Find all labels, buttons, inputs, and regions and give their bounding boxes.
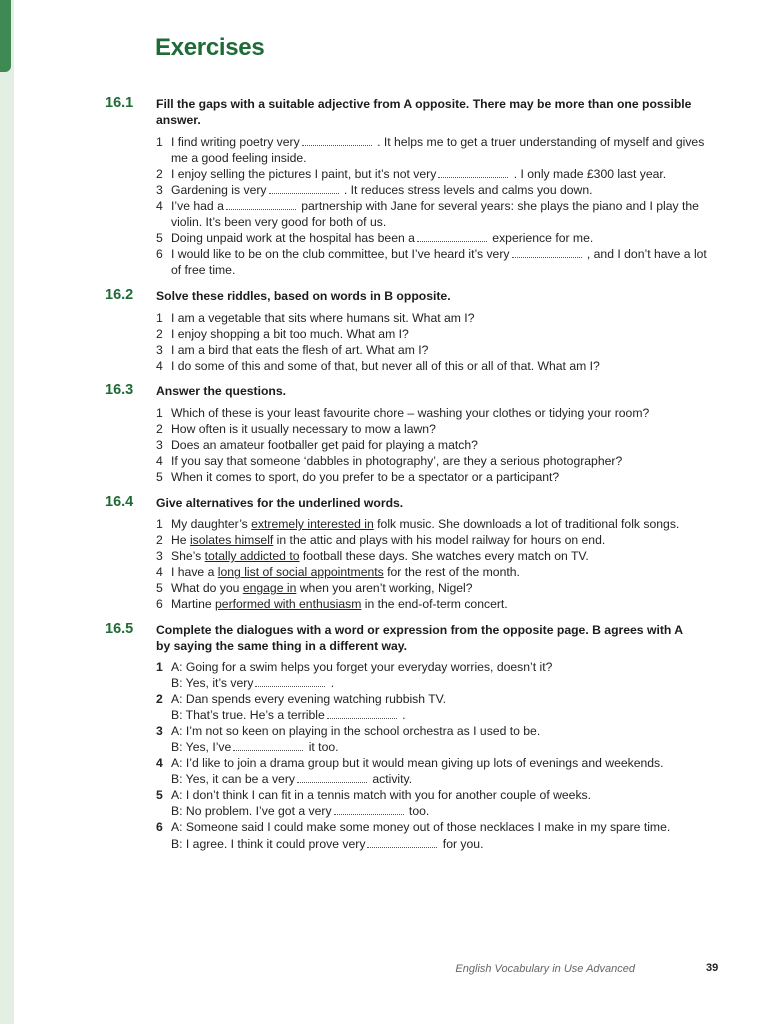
list-item: 4 I’ve had a partnership with Jane for several years: she plays the piano and I play the violin. It’s been very good for both of us. (156, 199, 699, 230)
page-title: Exercises (155, 34, 265, 61)
exercise-items (156, 659, 716, 852)
dialogue-item: 6 A: Someone said I could make some money out of those necklaces I make in my spare time. B: I agree. I think it could prove very for you. (156, 819, 716, 851)
list-item: 1 I am a vegetable that sits where humans sit. What am I? (156, 311, 475, 325)
exercise-items (156, 516, 716, 612)
answer-blank[interactable] (302, 136, 372, 146)
side-strip (0, 0, 14, 1024)
exercise-number: 16.2 (105, 287, 134, 303)
list-item: 2 How often is it usually necessary to mow a lawn? (156, 422, 436, 437)
answer-blank[interactable] (512, 248, 582, 258)
answer-blank[interactable] (367, 838, 437, 848)
list-item: 4 I have a long list of social appointments for the rest of the month. (156, 565, 520, 580)
list-item: 5 When it comes to sport, do you prefer to be a spectator or a participant? (156, 470, 560, 485)
underlined-phrase: isolates himself (189, 533, 274, 548)
dialogue-line-a: A: I’d like to join a drama group but it would mean giving up lots of evenings and weekends. (171, 756, 664, 771)
exercise-number: 16.4 (105, 494, 134, 510)
list-item: 4 If you say that someone ‘dabbles in photography’, are they a serious photographer? (156, 454, 623, 469)
exercise-number: 16.5 (105, 621, 134, 637)
book-title: English Vocabulary in Use Advanced (455, 963, 635, 975)
exercise-number: 16.3 (105, 382, 134, 398)
exercise-number: 16.1 (105, 95, 134, 111)
answer-blank[interactable] (226, 200, 296, 210)
list-item: 2 He isolates himself in the attic and plays with his model railway for hours on end. (156, 533, 606, 548)
dialogue-item: 4 A: I’d like to join a drama group but it would mean giving up lots of evenings and weekends. B: Yes, it can be a very activity. (156, 755, 716, 787)
list-item: 5 Doing unpaid work at the hospital has been a experience for me. (156, 231, 594, 246)
exercise-items (156, 405, 716, 485)
exercise-instruction: Solve these riddles, based on words in B opposite. (156, 289, 451, 303)
underlined-phrase: performed with enthusiasm (215, 597, 362, 612)
dialogue-item: 1 A: Going for a swim helps you forget your everyday worries, doesn’t it? B: Yes, it’s very . (156, 659, 716, 691)
dialogue-line-b: B: I agree. I think it could prove very for you. (171, 836, 484, 851)
answer-blank[interactable] (334, 805, 404, 815)
exercise-items (156, 310, 716, 374)
list-item: 6 Martine performed with enthusiasm in the end-of-term concert. (156, 597, 508, 612)
dialogue-line-a: A: Someone said I could make some money out of those necklaces I make in my spare time. (171, 820, 671, 835)
list-item: 6 I would like to be on the club committee, but I’ve heard it’s very , and I don’t have a lot of free time. (156, 247, 707, 278)
list-item: 3 I am a bird that eats the flesh of art. What am I? (156, 343, 429, 358)
list-item: 2 I enjoy shopping a bit too much. What am I? (156, 327, 409, 342)
answer-blank[interactable] (327, 709, 397, 719)
dialogue-item: 2 A: Dan spends every evening watching rubbish TV. B: That’s true. He’s a terrible . (156, 691, 716, 723)
list-item: 2 I enjoy selling the pictures I paint, but it’s not very . I only made £300 last year. (156, 167, 667, 182)
exercise-instruction: Give alternatives for the underlined words. (156, 496, 404, 510)
list-item: 4 I do some of this and some of that, but never all of this or all of that. What am I? (156, 359, 600, 374)
list-item: 3 Does an amateur footballer get paid for playing a match? (156, 438, 478, 453)
answer-blank[interactable] (438, 168, 508, 178)
exercise-instruction: Complete the dialogues with a word or expression from the opposite page. B agrees with A by saying the same thing in a different way. (156, 623, 683, 653)
answer-blank[interactable] (255, 677, 325, 687)
dialogue-item: 3 A: I’m not so keen on playing in the school orchestra as I used to be. B: Yes, I’ve it too. (156, 723, 716, 755)
list-item: 1 I find writing poetry very . It helps me to get a truer understanding of myself and gives me a good feeling inside. (156, 135, 705, 166)
list-item: 1 Which of these is your least favourite chore – washing your clothes or tidying your room? (156, 406, 650, 420)
dialogue-line-b: B: No problem. I’ve got a very too. (171, 804, 430, 819)
dialogue-line-a: A: I don’t think I can fit in a tennis match with you for another couple of weeks. (171, 788, 592, 803)
exercise-items (156, 134, 716, 278)
answer-blank[interactable] (269, 184, 339, 194)
answer-blank[interactable] (417, 232, 487, 242)
exercise-instruction: Answer the questions. (156, 384, 287, 398)
exercise-instruction: Fill the gaps with a suitable adjective from A opposite. There may be more than one possible answer. (156, 97, 692, 127)
answer-blank[interactable] (297, 773, 367, 783)
dialogue-line-a: A: I’m not so keen on playing in the school orchestra as I used to be. (171, 724, 541, 739)
page-number: 39 (706, 962, 719, 974)
underlined-phrase: extremely interested in (251, 517, 374, 531)
dialogue-line-b: B: That’s true. He’s a terrible . (171, 708, 406, 723)
dialogue-line-a: A: Dan spends every evening watching rubbish TV. (171, 692, 447, 707)
dialogue-line-b: B: Yes, I’ve it too. (171, 740, 339, 755)
dialogue-item: 5 A: I don’t think I can fit in a tennis match with you for another couple of weeks. B: No problem. I’ve got a very too. (156, 787, 716, 819)
list-item: 5 What do you engage in when you aren’t working, Nigel? (156, 581, 473, 596)
list-item: 1 My daughter’s extremely interested in folk music. She downloads a lot of traditional folk songs. (156, 517, 680, 531)
list-item: 3 Gardening is very . It reduces stress levels and calms you down. (156, 183, 593, 198)
dialogue-line-a: A: Going for a swim helps you forget your everyday worries, doesn’t it? (171, 660, 553, 674)
unit-tab (0, 0, 11, 72)
list-item: 3 She’s totally addicted to football these days. She watches every match on TV. (156, 549, 589, 564)
dialogue-line-b: B: Yes, it can be a very activity. (171, 772, 413, 787)
underlined-phrase: engage in (242, 581, 297, 596)
underlined-phrase: totally addicted to (204, 549, 300, 564)
underlined-phrase: long list of social appointments (217, 565, 384, 580)
answer-blank[interactable] (233, 741, 303, 751)
dialogue-line-b: B: Yes, it’s very . (171, 676, 335, 691)
